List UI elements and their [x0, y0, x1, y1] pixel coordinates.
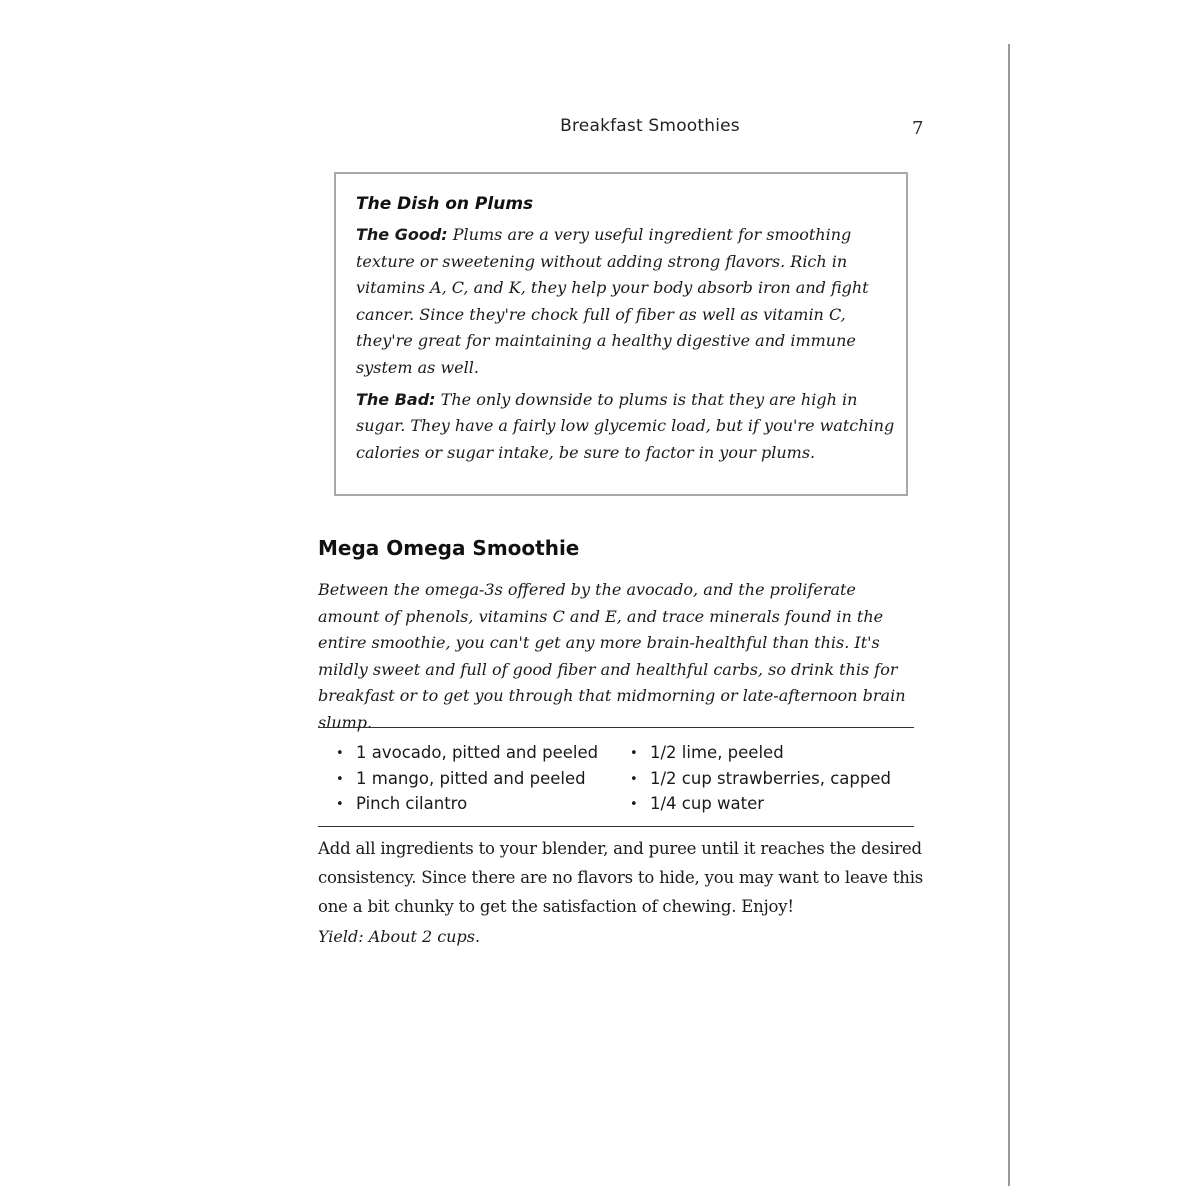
- sidebar-good-label: The Good:: [356, 225, 448, 244]
- bullet-icon: •: [630, 797, 638, 813]
- sidebar-bad-paragraph: [356, 387, 906, 467]
- sidebar-good-paragraph: [356, 222, 906, 382]
- ingredient-item: [630, 766, 891, 792]
- recipe-intro: Between the omega-3s offered by the avocado, and the proliferate amount of phenols, vitamins C and E, and trace minerals found in the entire smoothie, you can't get any more brain-healthful than this. It's mildly sweet and full of good fiber and healthful carbs, so drink this for breakfast or to get you through that midmorning or late-afternoon brain slump.: [318, 580, 906, 732]
- ingredient-text: Pinch cilantro: [356, 794, 468, 814]
- sidebar-bad-text: The only downside to plums is that they are high in sugar. They have a fairly low glycemic load, but if you're watching calories or sugar intake, be sure to factor in your plums.: [356, 389, 895, 462]
- sidebar-box: [334, 172, 908, 496]
- bullet-icon: •: [336, 771, 344, 787]
- recipe-directions: Add all ingredients to your blender, and puree until it reaches the desired consistency. Since there are no flavors to hide, you may want to leave this one a bit chunky to get the satisfaction of chewing. Enjoy!: [318, 839, 924, 916]
- recipe-title: Mega Omega Smoothie: [318, 536, 580, 560]
- ingredients-top-rule: [318, 727, 914, 728]
- sidebar-title: The Dish on Plums: [356, 194, 534, 214]
- page-edge-line: [1008, 44, 1010, 1186]
- ingredient-item: [336, 791, 598, 817]
- recipe-yield: Yield: About 2 cups.: [318, 927, 481, 946]
- ingredient-text: 1/2 lime, peeled: [650, 743, 784, 762]
- ingredient-item: [630, 791, 891, 817]
- ingredient-text: 1/2 cup strawberries, capped: [650, 768, 891, 788]
- sidebar-good-text: Plums are a very useful ingredient for smoothing texture or sweetening without adding strong flavors. Rich in vitamins A, C, and K, they help your body absorb iron and fight cancer. Since they're chock full of fiber as well as vitamin C, they're great for maintaining a healthy digestive and immune system as well.: [356, 225, 869, 377]
- ingredient-text: 1 mango, pitted and peeled: [356, 768, 586, 788]
- bullet-icon: •: [336, 746, 344, 761]
- page-number: 7: [912, 118, 924, 139]
- sidebar-bad-label: The Bad:: [356, 389, 436, 409]
- ingredient-text: 1 avocado, pitted and peeled: [356, 743, 599, 762]
- ingredient-item: [630, 740, 891, 766]
- bullet-icon: •: [630, 746, 638, 761]
- bullet-icon: •: [336, 797, 344, 813]
- bullet-icon: •: [630, 771, 638, 787]
- running-head: Breakfast Smoothies: [560, 116, 740, 136]
- ingredient-text: 1/4 cup water: [650, 794, 765, 814]
- ingredient-item: [336, 740, 598, 766]
- ingredients-column-left: [336, 740, 598, 817]
- ingredients-column-right: [630, 740, 891, 817]
- ingredients-bottom-rule: [318, 826, 914, 827]
- ingredient-item: [336, 766, 598, 792]
